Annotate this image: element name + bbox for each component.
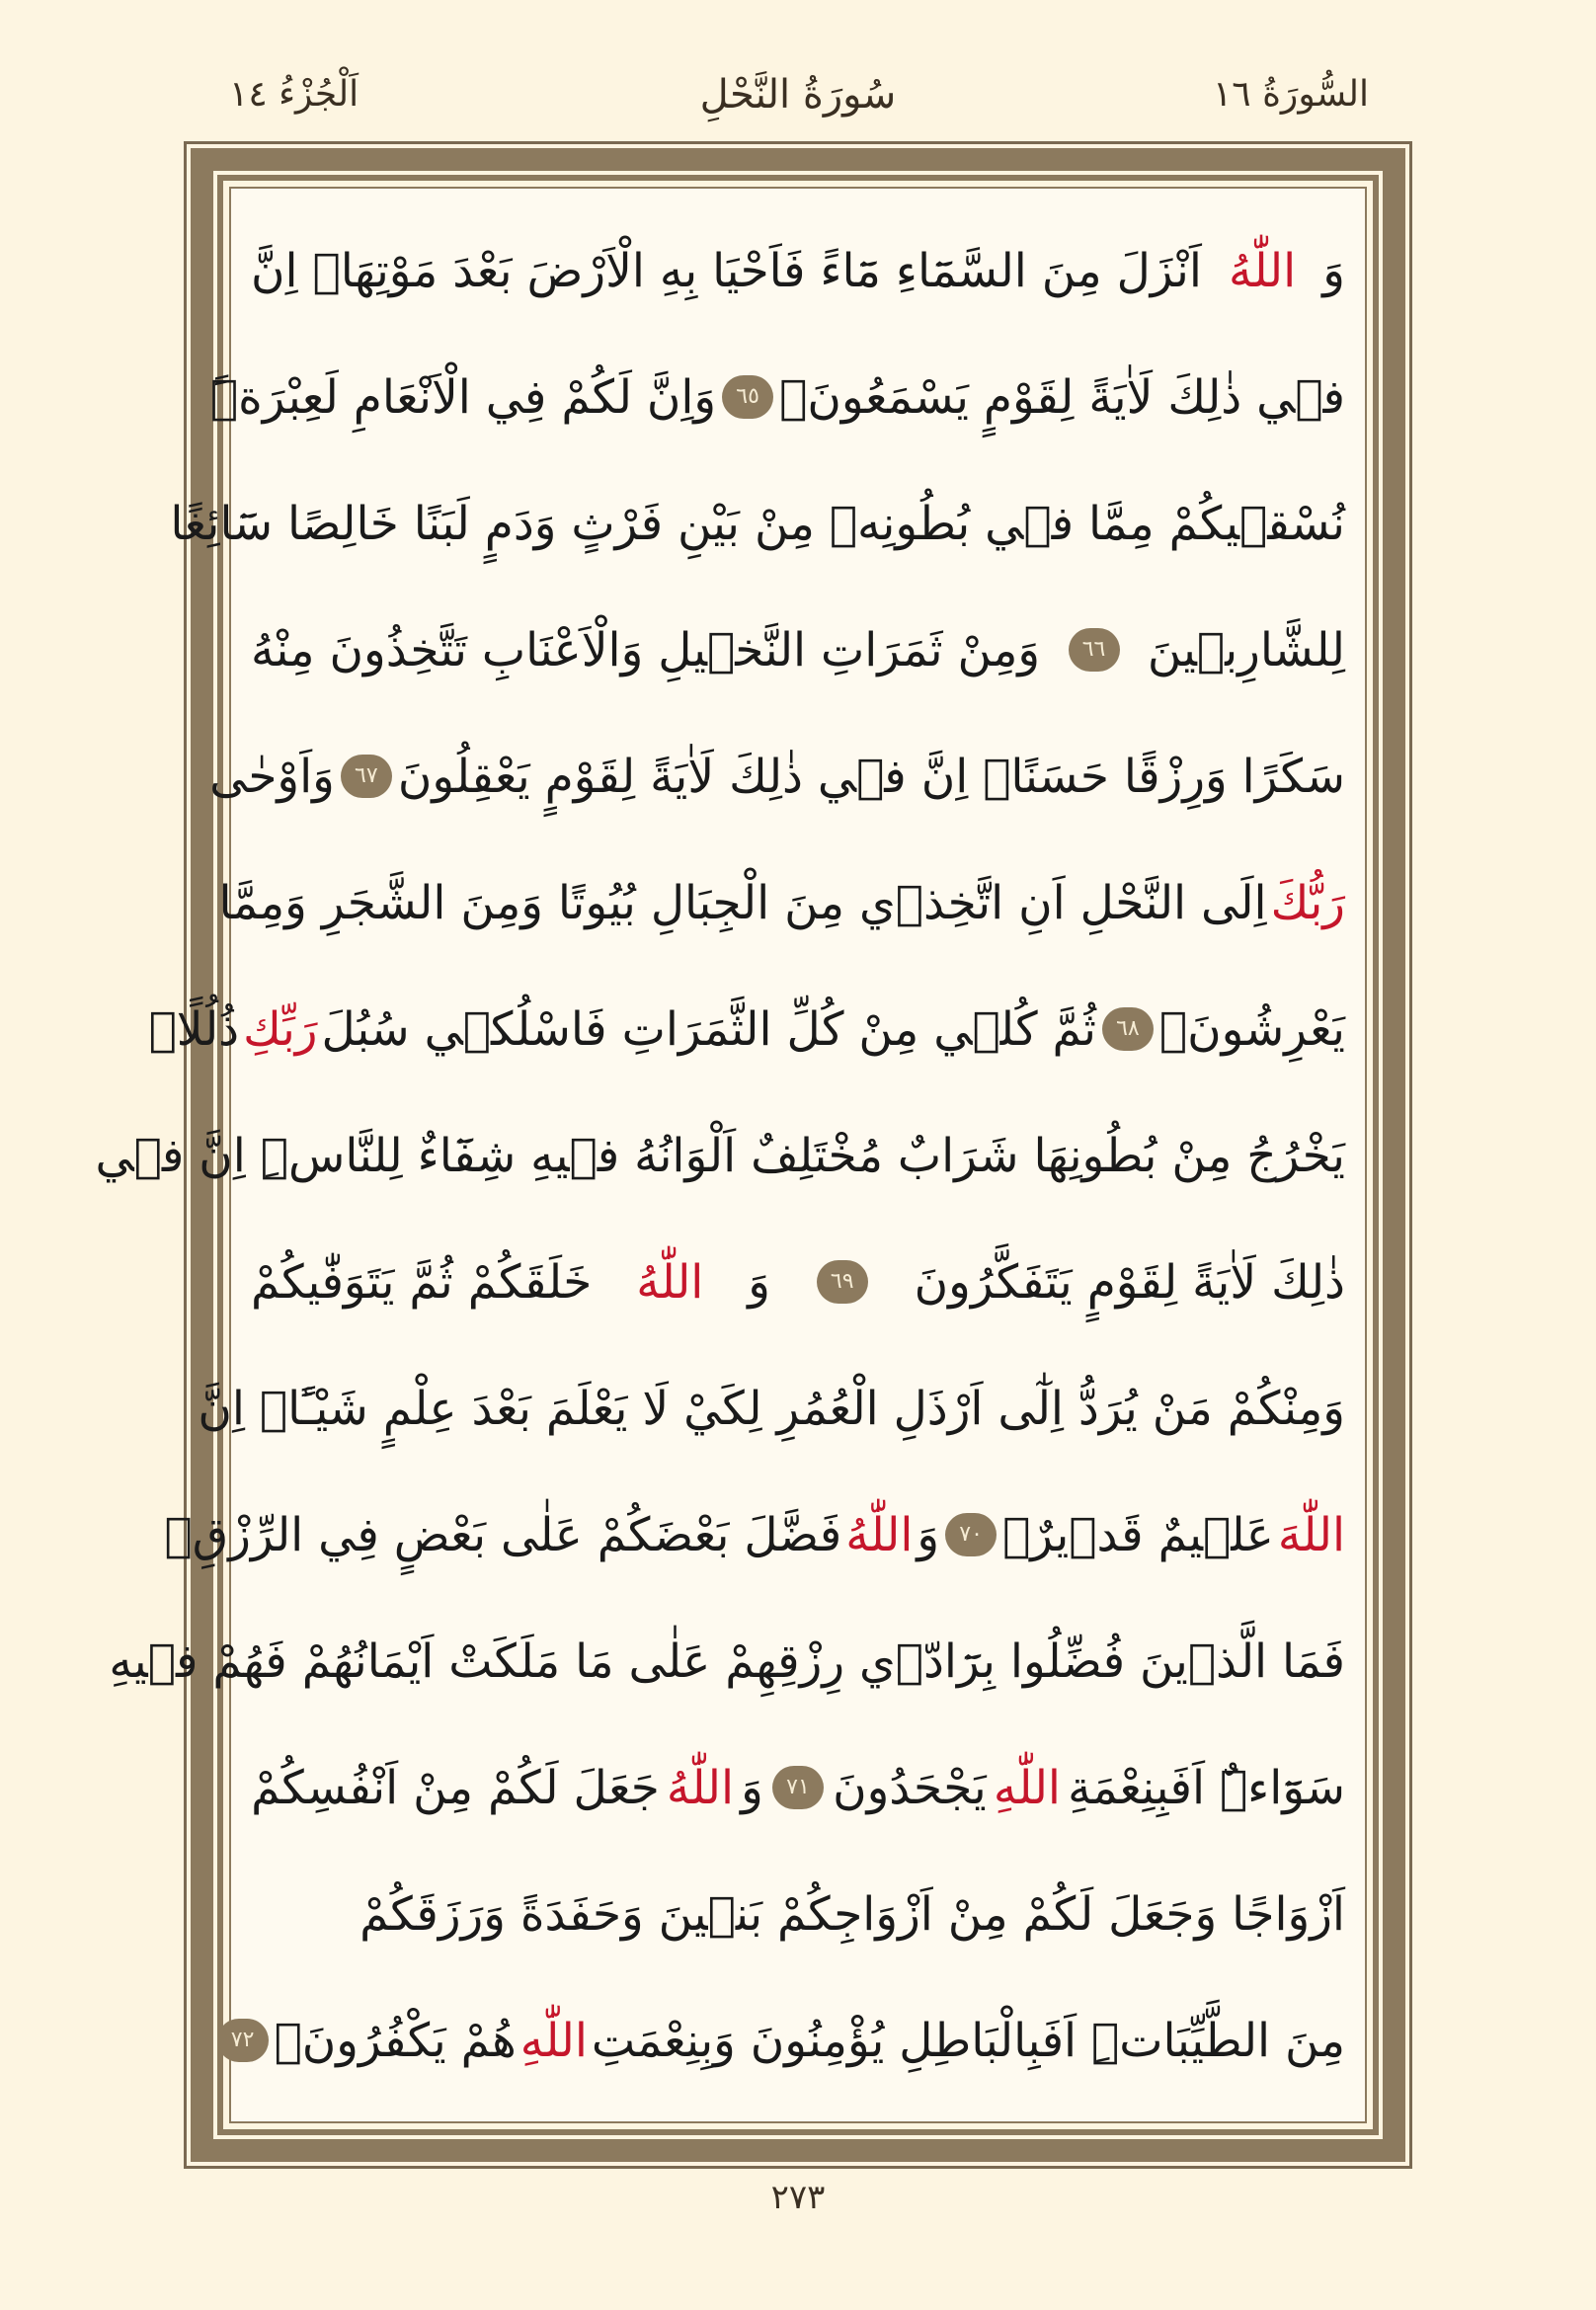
juz-number: اَلْجُزْءُ ١٤ <box>229 74 359 115</box>
divine-name-text: اللّٰهُ <box>845 1507 914 1562</box>
divine-name-text: رَبُّكَ <box>1270 875 1345 930</box>
ayah-number-marker: ٦٦ <box>1069 628 1120 672</box>
verse-text: اَزْوَاجًا وَجَعَلَ لَكُمْ مِنْ اَزْوَاجِكُمْ بَن۪ينَ وَحَفَدَةً وَرَزَقَكُمْ <box>359 1886 1345 1942</box>
verse-line <box>95 1092 1347 1219</box>
verse-line <box>109 1598 1347 1724</box>
verse-line <box>209 713 1347 839</box>
verse-text: وَ <box>748 1254 770 1310</box>
ayah-number-marker: ٧٠ <box>945 1513 997 1556</box>
verse-line <box>249 207 1347 334</box>
verse-text: ف۪ي ذٰلِكَ لَاٰيَةً لِقَوْمٍ يَسْمَعُونَ۟ <box>779 369 1345 425</box>
divine-name-text: اللّٰهِ <box>993 1760 1061 1815</box>
verse-text: سَكَرًا وَرِزْقًا حَسَنًاۜ اِنَّ ف۪ي ذٰلِكَ لَاٰيَةً لِقَوْمٍ يَعْقِلُونَ <box>397 749 1345 804</box>
verse-text: اِلَى النَّحْلِ اَنِ اتَّخِذ۪ي مِنَ الْجِبَالِ بُيُوتًا وَمِنَ الشَّجَرِ وَمِمَّا <box>218 875 1267 930</box>
verse-text: ذٰلِكَ لَاٰيَةً لِقَوْمٍ يَتَفَكَّرُونَ <box>914 1254 1345 1310</box>
verse-text: يَخْرُجُ مِنْ بُطُونِهَا شَرَابٌ مُخْتَلِفٌ اَلْوَانُهُ ف۪يهِ شِفَٓاءٌ لِلنَّاسِۜ اِنَّ ف۪ي <box>95 1128 1345 1183</box>
verse-text: وَ <box>741 1760 763 1815</box>
verse-text: فَضَّلَ بَعْضَكُمْ عَلٰى بَعْضٍ فِي الرِّزْقِۚ <box>164 1507 842 1562</box>
divine-name-text: اللّٰهُ <box>666 1760 735 1815</box>
verse-text: وَ <box>917 1507 940 1562</box>
page-header <box>0 65 1596 124</box>
verse-text: وَاِنَّ لَكُمْ فِي الْاَنْعَامِ لَعِبْرَةًۜ <box>209 369 717 425</box>
ayah-number-marker: ٦٩ <box>817 1260 868 1304</box>
verse-text: فَمَا الَّذ۪ينَ فُضِّلُوا بِرَٓادّ۪ي رِزْقِهِمْ عَلٰى مَا مَلَكَتْ اَيْمَانُهُمْ فَهُمْ ف۪يهِ <box>109 1633 1345 1689</box>
verse-line <box>249 587 1347 713</box>
verse-text: لِلشَّارِب۪ينَ <box>1147 622 1345 677</box>
verse-text: وَمِنْ ثَمَرَاتِ النَّخ۪يلِ وَالْاَعْنَابِ تَتَّخِذُونَ مِنْهُ <box>251 622 1041 677</box>
verse-text: يَجْحَدُونَ <box>833 1760 987 1815</box>
ayah-number-marker: ٦٧ <box>341 755 392 798</box>
verse-line <box>249 1851 1347 1977</box>
verse-text: ذُلُلًاۜ <box>148 1001 240 1057</box>
verse-line <box>218 839 1347 966</box>
surah-number: السُّورَةُ ١٦ <box>1212 74 1369 115</box>
verse-text: وَاَوْحٰى <box>209 749 335 804</box>
ayah-number-marker: ٧٢ <box>217 2019 269 2062</box>
verse-text: عَل۪يمٌ قَد۪يرٌ۟ <box>1002 1507 1274 1562</box>
verse-text: وَمِنْكُمْ مَنْ يُرَدُّ اِلٰٓى اَرْذَلِ الْعُمُرِ لِكَيْ لَا يَعْلَمَ بَعْدَ عِلْمٍ شَيْـًٔاۜ اِنَّ <box>198 1381 1345 1436</box>
verse-text: مِنَ الطَّيِّبَاتِۜ اَفَبِالْبَاطِلِ يُؤْمِنُونَ وَبِنِعْمَتِ <box>591 2013 1345 2068</box>
divine-name-text: اللّٰهُ <box>1229 243 1297 298</box>
verse-line <box>209 334 1347 460</box>
ayah-number-marker: ٦٨ <box>1102 1007 1154 1051</box>
verse-line <box>148 966 1347 1092</box>
verse-line <box>164 1472 1347 1598</box>
ayah-number-marker: ٧١ <box>772 1766 824 1809</box>
divine-name-text: اللّٰهِ <box>519 2013 588 2068</box>
verse-text: سَوَٓاءٌۜ اَفَبِنِعْمَةِ <box>1068 1760 1345 1815</box>
quran-text-block <box>95 207 1347 2104</box>
verse-line <box>198 1345 1347 1472</box>
verse-line <box>170 460 1347 587</box>
page-number: ٢٧٣ <box>770 2178 826 2217</box>
divine-name-text: رَبِّكِ <box>243 1001 318 1057</box>
surah-name: سُورَةُ النَّحْلِ <box>699 72 897 118</box>
verse-text: هُمْ يَكْفُرُونَۙ <box>274 2013 517 2068</box>
verse-line <box>230 1977 1347 2104</box>
verse-text: اَنْزَلَ مِنَ السَّمَٓاءِ مَٓاءً فَاَحْيَا بِهِ الْاَرْضَ بَعْدَ مَوْتِهَاۜ اِنَّ <box>251 243 1202 298</box>
verse-text: نُسْق۪يكُمْ مِمَّا ف۪ي بُطُونِه۪ مِنْ بَيْنِ فَرْثٍ وَدَمٍ لَبَنًا خَالِصًا سَٓائِغًا <box>170 496 1345 551</box>
verse-line <box>249 1724 1347 1851</box>
verse-line <box>249 1219 1347 1345</box>
verse-text: وَ <box>1322 243 1345 298</box>
ayah-number-marker: ٦٥ <box>722 375 773 419</box>
verse-text: ثُمَّ كُل۪ي مِنْ كُلِّ الثَّمَرَاتِ فَاسْلُك۪ي سُبُلَ <box>321 1001 1096 1057</box>
verse-text: خَلَقَكُمْ ثُمَّ يَتَوَفّٰيكُمْ <box>251 1254 593 1310</box>
verse-text: جَعَلَ لَكُمْ مِنْ اَنْفُسِكُمْ <box>251 1760 660 1815</box>
verse-text: يَعْرِشُونَۙ <box>1158 1001 1345 1057</box>
divine-name-text: اللّٰهَ <box>1277 1507 1345 1562</box>
divine-name-text: اللّٰهُ <box>636 1254 704 1310</box>
